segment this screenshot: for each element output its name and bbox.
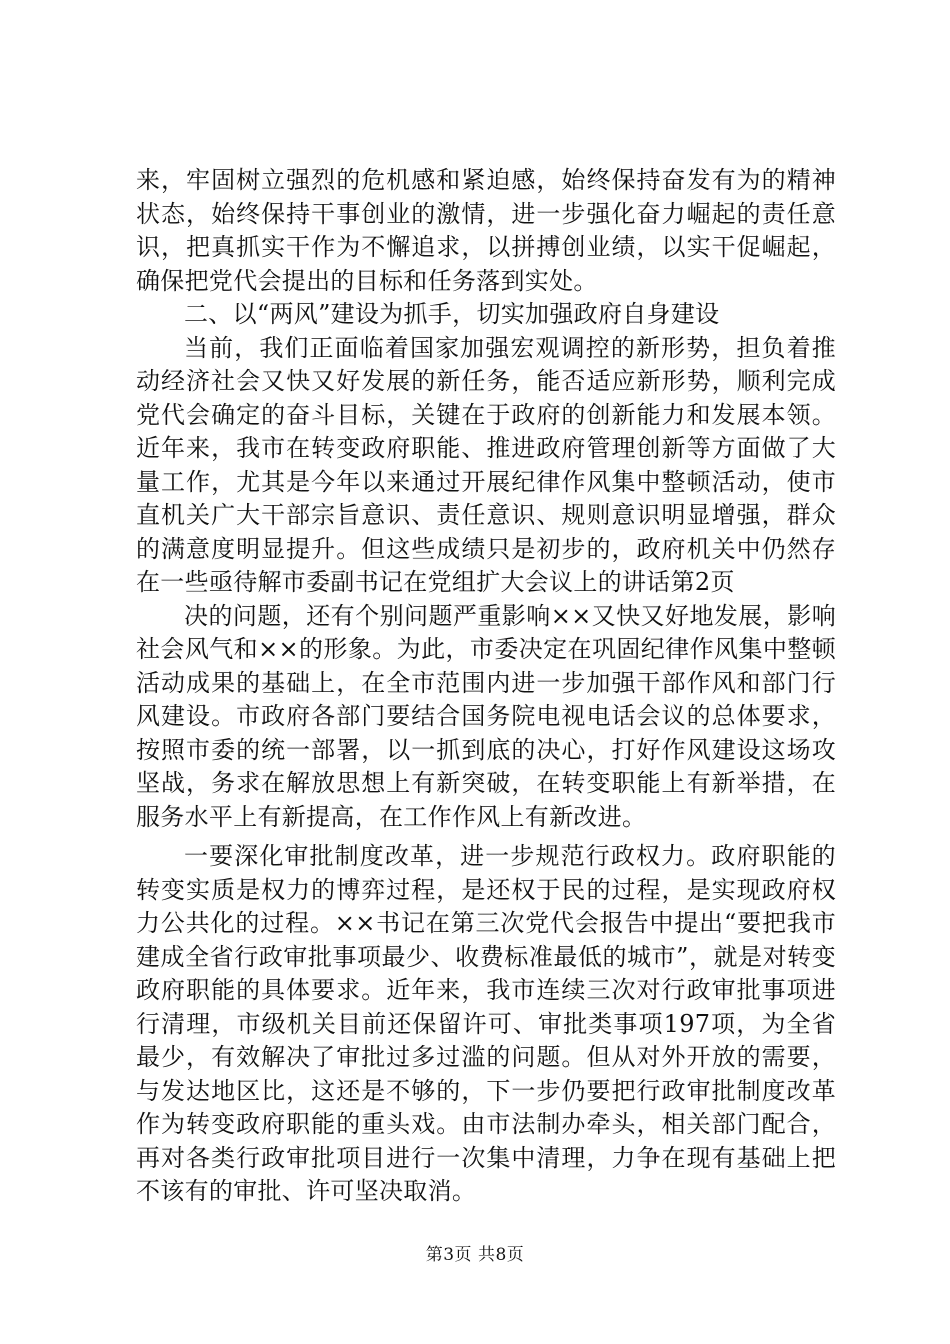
document-body: [136, 164, 836, 1209]
paragraph-continuation: 来，牢固树立强烈的危机感和紧迫感，始终保持奋发有为的精神状态，始终保持干事创业的激情，进一步强化奋力崛起的责任意识，把真抓实干作为不懈追求，以拼搏创业绩，以实干促崛起，确保把党代会提出的目标和任务落到实处。: [136, 166, 836, 295]
paragraph: 当前，我们正面临着国家加强宏观调控的新形势，担负着推动经济社会又快又好发展的新任务，能否适应新形势，顺利完成党代会确定的奋斗目标，关键在于政府的创新能力和发展本领。近年来，我市在转变政府职能、推进政府管理创新等方面做了大量工作，尤其是今年以来通过开展纪律作风集中整顿活动，使市直机关广大干部宗旨意识、责任意识、规则意识明显增强，群众的满意度明显提升。但这些成绩只是初步的，政府机关中仍然存在一些亟待解市委副书记在党组扩大会议上的讲话第2页: [136, 333, 836, 596]
page-footer: 第3页 共8页: [425, 1245, 525, 1265]
paragraph: 决的问题，还有个别问题严重影响××又快又好地发展，影响社会风气和××的形象。为此，市委决定在巩固纪律作风集中整顿活动成果的基础上，在全市范围内进一步加强干部作风和部门行风建设。市政府各部门要结合国务院电视电话会议的总体要求，按照市委的统一部署，以一抓到底的决心，打好作风建设这场攻坚战，务求在解放思想上有新突破，在转变职能上有新举措，在服务水平上有新提高，在工作作风上有新改进。: [136, 601, 836, 831]
section-heading: 二、以“两风”建设为抓手，切实加强政府自身建设: [184, 300, 720, 328]
paragraph: 一要深化审批制度改革，进一步规范行政权力。政府职能的转变实质是权力的博弈过程，是还权于民的过程，是实现政府权力公共化的过程。××书记在第三次党代会报告中提出“要把我市建成全省行政审批事项最少、收费标准最低的城市”，就是对转变政府职能的具体要求。近年来，我市连续三次对行政审批事项进行清理，市级机关目前还保留许可、审批类事项197项，为全省最少，有效解决了审批过多过滥的问题。但从对外开放的需要，与发达地区比，这还是不够的，下一步仍要把行政审批制度改革作为转变政府职能的重头戏。由市法制办牵头，相关部门配合，再对各类行政审批项目进行一次集中清理，力争在现有基础上把不该有的审批、许可坚决取消。: [136, 842, 836, 1205]
